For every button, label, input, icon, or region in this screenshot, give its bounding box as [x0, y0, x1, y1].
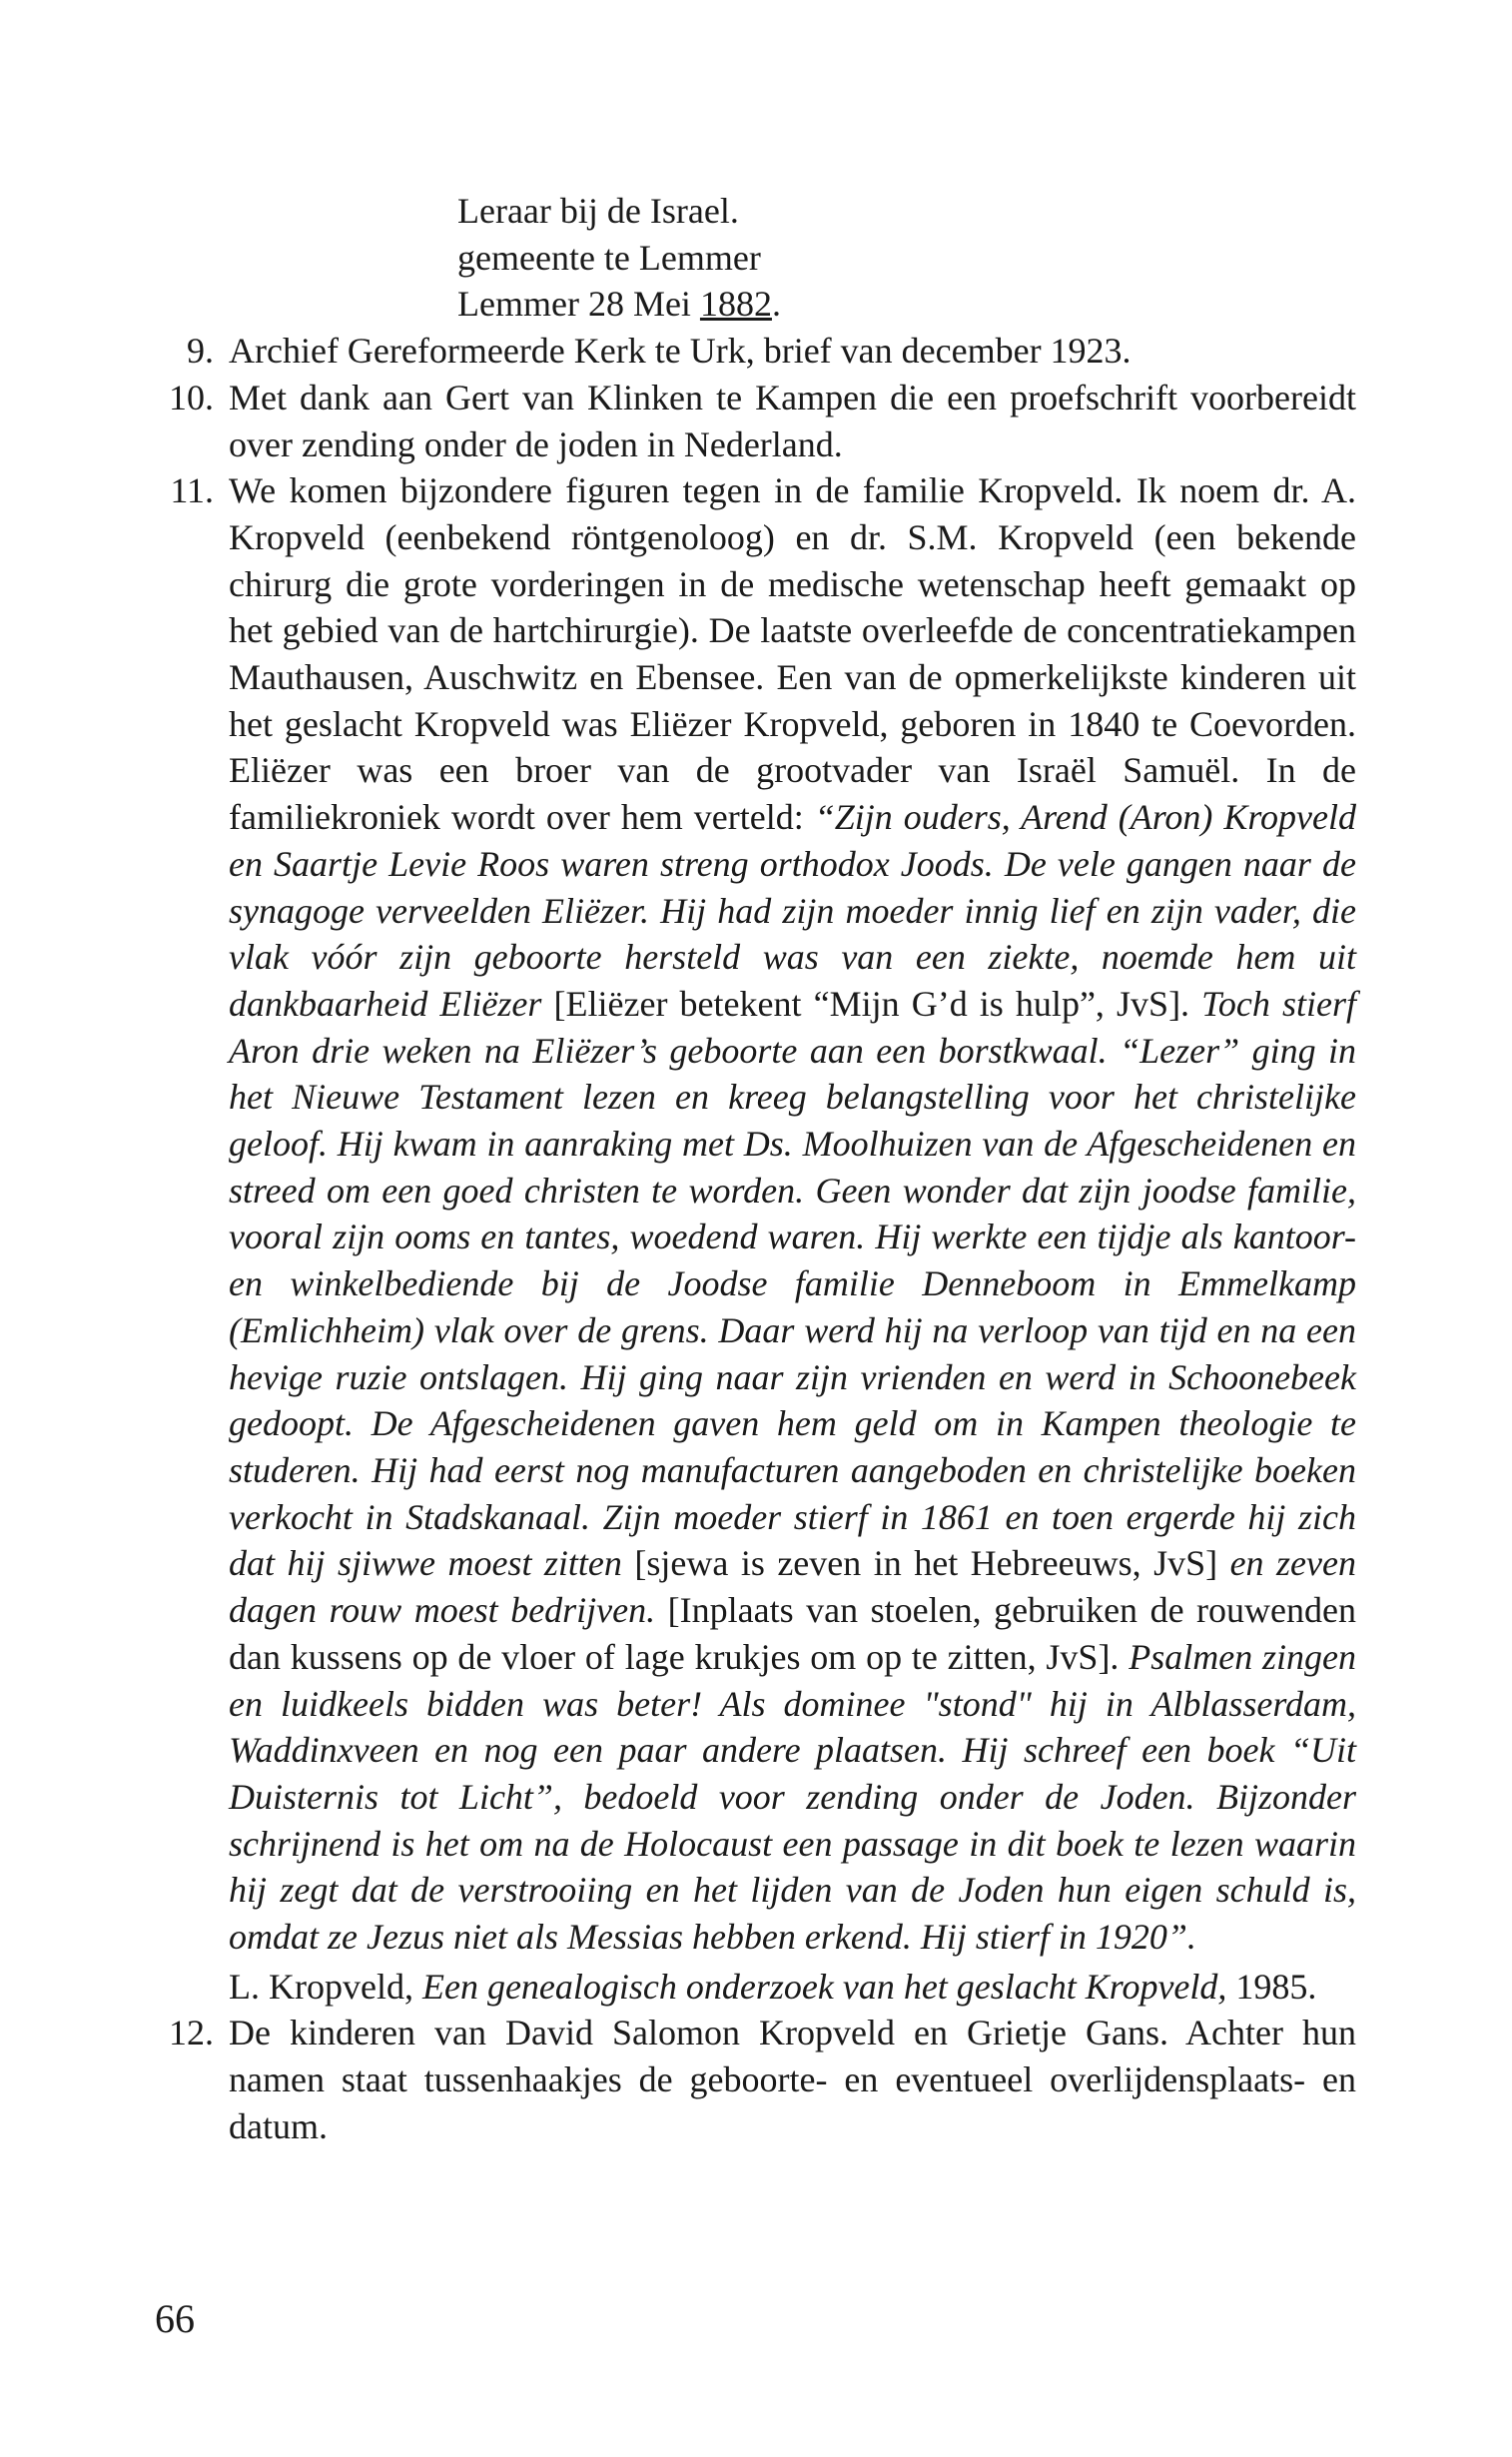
source-reference — [229, 1964, 1356, 2011]
page-number: 66 — [155, 2296, 195, 2341]
ref-year: 1985. — [1226, 1966, 1317, 2007]
intro-text: We komen bijzondere figuren tegen in de familie Kropveld. Ik noem dr. A. Kropveld (eenbekend röntgenoloog) en dr. S.M. Kropveld (een bekende chirurg die grote vorderingen in de medische wetenschap heeft gemaakt op het gebied van de hartchirurgie). De laatste overleefde de concentratiekampen Mauthausen, Auschwitz en Ebensee. Een van de opmerkelijkste kinderen uit het geslacht Kropveld was Eliëzer Kropveld, geboren in 1840 te Coevorden. Eliëzer was een broer van de grootvader van Israël Samuël. In de familiekroniek wordt over hem verteld: — [229, 470, 1356, 838]
footnote-9 — [128, 328, 1356, 375]
quote-part-4: Psalmen zingen en luidkeels bidden was beter! Als dominee "stond" hij in Alblasserdam, Waddinxveen en nog een paar andere plaatsen. Hij schreef een boek “Uit Duisternis tot Licht”, bedoeld voor zending onder de Joden. Bijzonder schrijnend is het om na de Holocaust een passage in dit boek te lezen waarin hij zegt dat de verstrooiing en het lijden van de Joden hun eigen schuld is, omdat ze Jezus niet als Messias hebben erkend. Hij stierf in 1920”. — [229, 1636, 1357, 1958]
footnote-number: 10. — [169, 377, 214, 417]
editor-note-2: [sjewa is zeven in het Hebreeuws, JvS] — [621, 1543, 1230, 1584]
footnote-number: 12. — [169, 2013, 214, 2053]
footnote-text: Archief Gereformeerde Kerk te Urk, brief van december 1923. — [229, 331, 1132, 372]
quote-part-2: Toch stierf Aron drie weken na Eliëzer’s geboorte aan een borstkwaal. “Lezer” ging in het Nieuwe Testament lezen en kreeg belangstelling voor het christelijke geloof. Hij kwam in aanraking met Ds. Moolhuizen van de Afgescheidenen en streed om een goed christen te worden. Geen wonder dat zijn joodse familie, vooral zijn ooms en tantes, woedend waren. Hij werkte een tijdje als kantoor- en winkelbediende bij de Joodse familie Denneboom in Emmelkamp (Emlichheim) vlak over de grens. Daar werd hij na verloop van tijd en na een hevige ruzie ontslagen. Hij ging naar zijn vrienden en werd in Schoonebeek gedoopt. De Afgescheidenen gaven hem geld om in Kampen theologie te studeren. Hij had eerst nog manufacturen aangeboden en christelijke boeken verkocht in Stadskanaal. Zijn moeder stierf in 1861 en toen ergerde hij zich dat hij sjiwwe moest zitten — [229, 983, 1356, 1584]
footnote-12 — [128, 2010, 1356, 2149]
signature-period: . — [771, 284, 781, 325]
signature-line-1: Leraar bij de Israel. — [457, 191, 739, 231]
editor-note-1: [Eliëzer betekent “Mijn G’d is hulp”, JvS]. — [541, 983, 1202, 1024]
footnote-text — [229, 467, 1356, 1961]
signature-year: 1882 — [699, 284, 772, 325]
quote-part-3: en zeven dagen rouw moest bedrijven. — [229, 1543, 1356, 1631]
footnote-number: 9. — [187, 331, 214, 372]
footnote-10 — [128, 375, 1356, 467]
signature-line-2: gemeente te Lemmer — [457, 237, 761, 278]
ref-title: Een genealogisch onderzoek van het geslacht Kropveld, — [421, 1966, 1227, 2007]
footnote-number: 11. — [170, 470, 214, 511]
footnote-11 — [128, 467, 1356, 2010]
letter-signature — [128, 188, 1356, 328]
footnote-text: De kinderen van David Salomon Kropveld en Grietje Gans. Achter hun namen staat tussenhaakjes de geboorte- en eventueel overlijdensplaats- en datum. — [229, 2013, 1356, 2146]
footnote-text: Met dank aan Gert van Klinken te Kampen die een proefschrift voorbereidt over zending onder de joden in Nederland. — [229, 377, 1356, 464]
quote-part-1: “Zijn ouders, Arend (Aron) Kropveld en Saartje Levie Roos waren streng orthodox Joods. De vele gangen naar de synagoge verveelden Eliëzer. Hij had zijn moeder innig lief en zijn vader, die vlak vóór zijn geboorte hersteld was van een ziekte, noemde hem uit dankbaarheid Eliëzer — [229, 797, 1356, 1024]
signature-place-date: Lemmer 28 Mei — [457, 284, 700, 325]
signature-line-3 — [457, 281, 1356, 328]
editor-note-3: [Inplaats van stoelen, gebruiken de rouwenden dan kussens op de vloer of lage krukjes om op te zitten, JvS]. — [229, 1590, 1357, 1677]
ref-author: L. Kropveld, — [229, 1966, 422, 2007]
text-column — [128, 188, 1356, 2150]
